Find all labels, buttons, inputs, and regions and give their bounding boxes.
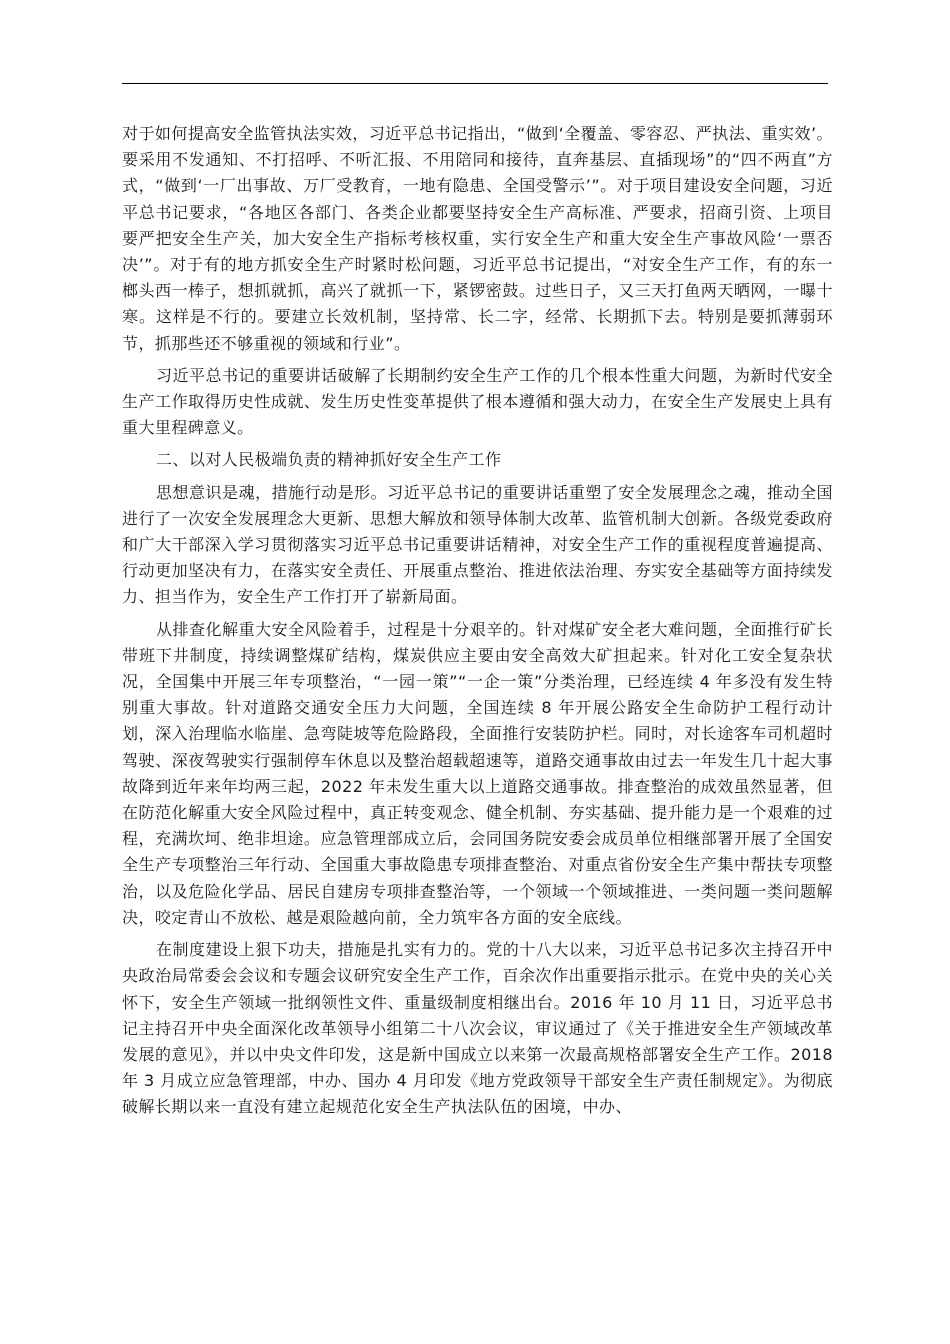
paragraph-3: 思想意识是魂，措施行动是形。习近平总书记的重要讲话重塑了安全发展理念之魂，推动全国进行了一次安全发展理念大更新、思想大解放和领导体制大改革、监管机制大创新。各级党委政府和广大干部深入学习贯彻落实习近平总书记重要讲话精神，对安全生产工作的重视程度普遍提高、行动更加坚决有力，在落实安全责任、开展重点整治、推进依法治理、夯实安全基础等方面持续发力、担当作为，安全生产工作打开了崭新局面。 [122,482,833,607]
paragraph-2: 习近平总书记的重要讲话破解了长期制约安全生产工作的几个根本性重大问题，为新时代安全生产工作取得历史性成就、发生历史性变革提供了根本遵循和强大动力，在安全生产发展史上具有重大里程碑意义。 [122,365,833,438]
paragraph-1: 对于如何提高安全监管执法实效，习近平总书记指出，“做到‘全覆盖、零容忍、严执法、重实效’。要采用不发通知、不打招呼、不听汇报、不用陪同和接待，直奔基层、直插现场”的“四不两直”方式，“做到‘一厂出事故、万厂受教育，一地有隐患、全国受警示’”。对于项目建设安全问题，习近平总书记要求，“各地区各部门、各类企业都要坚持安全生产高标准、严要求，招商引资、上项目要严把安全生产关，加大安全生产指标考核权重，实行安全生产和重大安全生产事故风险‘一票否决’”。对于有的地方抓安全生产时紧时松问题，习近平总书记提出，“对安全生产工作，有的东一榔头西一棒子，想抓就抓，高兴了就抓一下，紧锣密鼓。过些日子，又三天打鱼两天晒网，一曝十寒。这样是不行的。要建立长效机制，坚持常、长二字，经常、长期抓下去。特别是要抓薄弱环节，抓那些还不够重视的领域和行业”。 [122,124,833,353]
section-heading: 二、以对人民极端负责的精神抓好安全生产工作 [156,450,502,470]
paragraph-5: 在制度建设上狠下功夫，措施是扎实有力的。党的十八大以来，习近平总书记多次主持召开中央政治局常委会会议和专题会议研究安全生产工作，百余次作出重要指示批示。在党中央的关心关怀下，安全生产领域一批纲领性文件、重量级制度相继出台。2016 年 10 月 11 日，习近平总书记主持召开中央全面深化改革领导小组第二十八次会议，审议通过了《关于推进安全生产领域改革发展的意见》，并以中央文件印发，这是新中国成立以来第一次最高规格部署安全生产工作。2018 年 3 月成立应急管理部，中办、国办 4 月印发《地方党政领导干部安全生产责任制规定》。为彻底破解长期以来一直没有建立起规范化安全生产执法队伍的困境，中办、 [122,940,833,1117]
document-body [122,121,833,1121]
paragraph-4: 从排查化解重大安全风险着手，过程是十分艰辛的。针对煤矿安全老大难问题，全面推行矿长带班下井制度，持续调整煤矿结构，煤炭供应主要由安全高效大矿担起来。针对化工安全复杂状况，全国集中开展三年专项整治，“一园一策”“一企一策”分类治理，已经连续 4 年多没有发生特别重大事故。针对道路交通安全压力大问题，全国连续 8 年开展公路安全生命防护工程行动计划，深入治理临水临崖、急弯陡坡等危险路段，全面推行安装防护栏。同时，对长途客车司机超时驾驶、深夜驾驶实行强制停车休息以及整治超载超速等，道路交通事故由过去一年发生几十起大事故降到近年来年均两三起，2022 年未发生重大以上道路交通事故。排查整治的成效虽然显著，但在防范化解重大安全风险过程中，真正转变观念、健全机制、夯实基础、提升能力是一个艰难的过程，充满坎坷、绝非坦途。应急管理部成立后，会同国务院安委会成员单位相继部署开展了全国安全生产专项整治三年行动、全国重大事故隐患专项排查整治、对重点省份安全生产集中帮扶专项整治，以及危险化学品、居民自建房专项排查整治等，一个领域一个领域推进、一类问题一类问题解决，咬定青山不放松、越是艰险越向前，全力筑牢各方面的安全底线。 [122,619,833,927]
header-rule [122,83,828,84]
